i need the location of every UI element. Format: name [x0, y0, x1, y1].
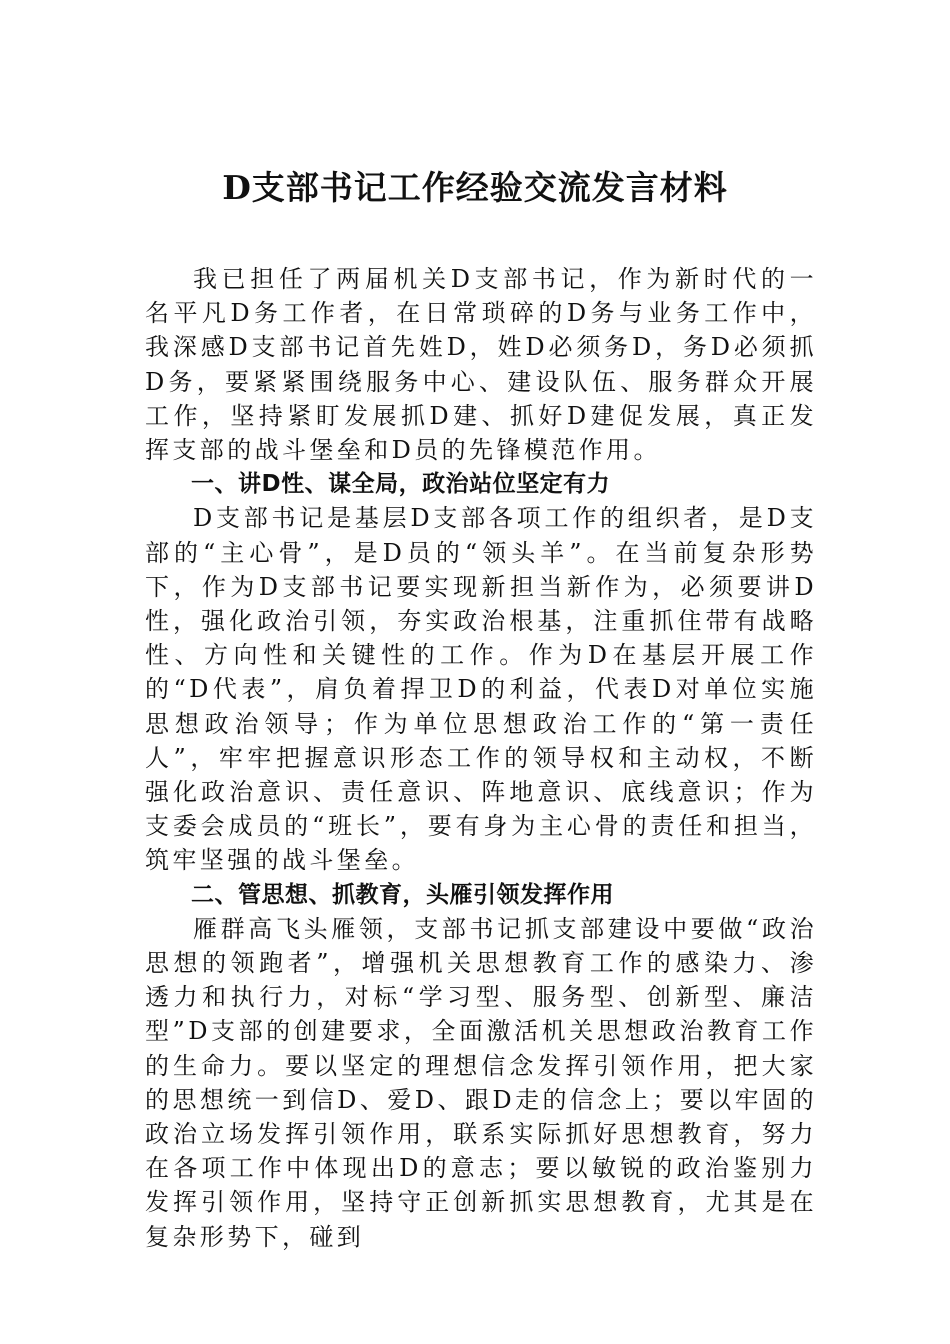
document-title: D支部书记工作经验交流发言材料: [222, 168, 728, 207]
section-heading-2: 二、管思想、抓教育，头雁引领发挥作用: [191, 881, 614, 908]
intro-paragraph: 我已担任了两届机关D支部书记，作为新时代的一名平凡D务工作者，在日常琐碎的D务与业务工作中，我深感D支部书记首先姓D，姓D必须务D，务D必须抓D务，要紧紧围绕服务中心、建设队伍、服务群众开展工作，坚持紧盯发展抓D建、抓好D建促发展，真正发挥支部的战斗堡垒和D员的先锋模范作用。: [145, 265, 817, 465]
document-body: [145, 262, 817, 1254]
section-2-paragraph: 雁群高飞头雁领，支部书记抓支部建设中要做“政治思想的领跑者”，增强机关思想教育工作的感染力、渗透力和执行力，对标“学习型、服务型、创新型、廉洁型”D支部的创建要求，全面激活机关思想政治教育工作的生命力。要以坚定的理想信念发挥引领作用，把大家的思想统一到信D、爱D、跟D走的信念上；要以牢固的政治立场发挥引领作用，联系实际抓好思想教育，努力在各项工作中体现出D的意志；要以敏锐的政治鉴别力发挥引领作用，坚持守正创新抓实思想教育，尤其是在复杂形势下，碰到: [145, 914, 817, 1251]
section-1-paragraph: D支部书记是基层D支部各项工作的组织者，是D支部的“主心骨”，是D员的“领头羊”。在当前复杂形势下，作为D支部书记要实现新担当新作为，必须要讲D性，强化政治引领，夯实政治根基，注重抓住带有战略性、方向性和关键性的工作。作为D在基层开展工作的“D代表”，肩负着捍卫D的利益，代表D对单位实施思想政治领导；作为单位思想政治工作的“第一责任人”，牢牢把握意识形态工作的领导权和主动权，不断强化政治意识、责任意识、阵地意识、底线意识；作为支委会成员的“班长”，要有身为主心骨的责任和担当，筑牢坚强的战斗堡垒。: [145, 504, 817, 875]
section-heading-1: 一、讲D性、谋全局，政治站位坚定有力: [191, 471, 611, 498]
